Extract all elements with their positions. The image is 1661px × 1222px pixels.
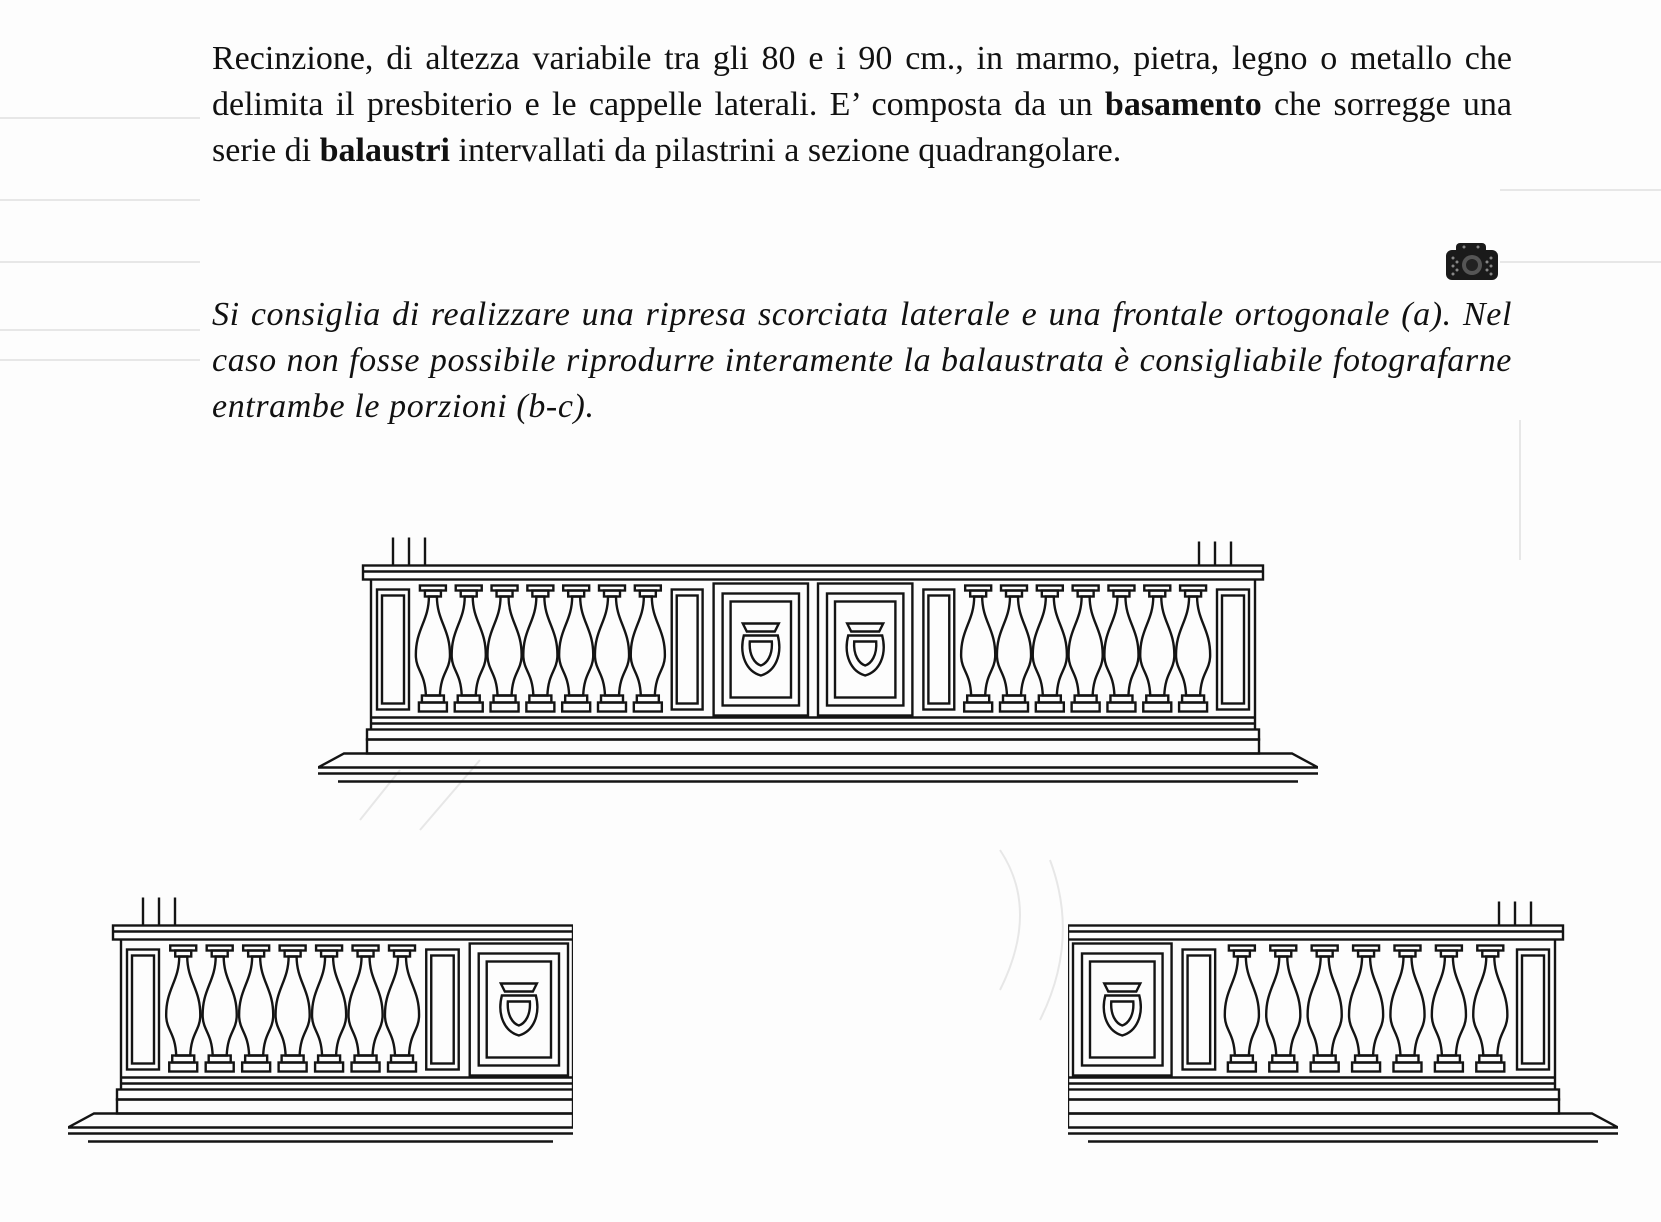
pilaster: [1183, 950, 1216, 1070]
definition-text-2: che sorregge una serie di: [212, 86, 1512, 169]
vase-ornament: [847, 624, 884, 676]
pilaster: [923, 590, 954, 710]
top-posts: [1499, 902, 1531, 926]
base-plinth: [1068, 1090, 1618, 1142]
carved-panel: [818, 584, 912, 716]
baluster: [631, 586, 665, 712]
baluster: [559, 586, 593, 712]
baluster: [1308, 946, 1342, 1072]
term-balaustri: balaustri: [319, 132, 450, 169]
balustrade-body: [121, 940, 573, 1090]
baluster: [452, 586, 486, 712]
baluster: [487, 586, 521, 712]
carved-panel: [1073, 944, 1172, 1076]
pilaster: [1517, 950, 1549, 1070]
baluster: [276, 946, 310, 1072]
top-posts: [143, 898, 175, 926]
balustrade-body: [1068, 940, 1555, 1090]
baluster: [1033, 586, 1067, 712]
baluster-bay: [961, 586, 1210, 712]
base-plinth: [318, 730, 1318, 782]
baluster: [961, 586, 995, 712]
handrail: [363, 566, 1263, 580]
definition-text-3: intervallati da pilastrini a sezione quadrangolare.: [450, 132, 1122, 169]
baluster: [385, 946, 419, 1072]
baluster: [523, 586, 557, 712]
carved-panel: [714, 584, 808, 716]
vase-ornament: [742, 624, 779, 676]
baluster: [416, 586, 450, 712]
baluster: [1390, 946, 1424, 1072]
baluster: [1349, 946, 1383, 1072]
baluster: [1176, 586, 1210, 712]
pilaster: [426, 950, 458, 1070]
vase-ornament: [1104, 984, 1141, 1036]
camera-icon: [1444, 240, 1500, 282]
baluster: [203, 946, 237, 1072]
baluster: [1473, 946, 1507, 1072]
baluster: [239, 946, 273, 1072]
balustrade-drawing-b: [68, 865, 573, 1180]
handrail: [1068, 926, 1563, 940]
photo-advice-paragraph: Si consiglia di realizzare una ripresa scorciata laterale e una frontale ortogonale (a). Nel caso non fosse possibile riprodurre interamente la balaustrata è consigliabile fotografarne entrambe le porzioni (b-c).: [212, 296, 1512, 425]
baluster: [1069, 586, 1103, 712]
top-posts: [393, 538, 1231, 566]
baluster: [1140, 586, 1174, 712]
baluster: [312, 946, 346, 1072]
base-plinth: [68, 1090, 573, 1142]
pilaster: [127, 950, 159, 1070]
baluster: [166, 946, 200, 1072]
baluster: [1432, 946, 1466, 1072]
baluster-bay: [416, 586, 665, 712]
baluster-bay: [166, 946, 419, 1072]
balustrade-body: [371, 580, 1255, 730]
baluster: [1104, 586, 1138, 712]
carved-panel: [470, 944, 568, 1076]
pilaster: [1217, 590, 1249, 710]
term-basamento: basamento: [1104, 86, 1262, 123]
baluster: [997, 586, 1031, 712]
baluster: [595, 586, 629, 712]
baluster: [348, 946, 382, 1072]
definition-text-1: Recinzione, di altezza variabile tra gli 80 e i 90 cm., in marmo, pietra, legno o metallo che delimita il presbiterio e le cappelle laterali. E’ composta da un: [212, 40, 1512, 123]
pilaster: [377, 590, 409, 710]
baluster: [1225, 946, 1259, 1072]
baluster: [1266, 946, 1300, 1072]
vase-ornament: [500, 984, 537, 1036]
baluster-bay: [1225, 946, 1508, 1072]
balustrade-drawing-c: [1068, 870, 1618, 1175]
definition-paragraph: [212, 36, 1512, 174]
balustrade-drawing-a: [318, 505, 1318, 820]
pilaster: [672, 590, 703, 710]
handrail: [113, 926, 573, 940]
